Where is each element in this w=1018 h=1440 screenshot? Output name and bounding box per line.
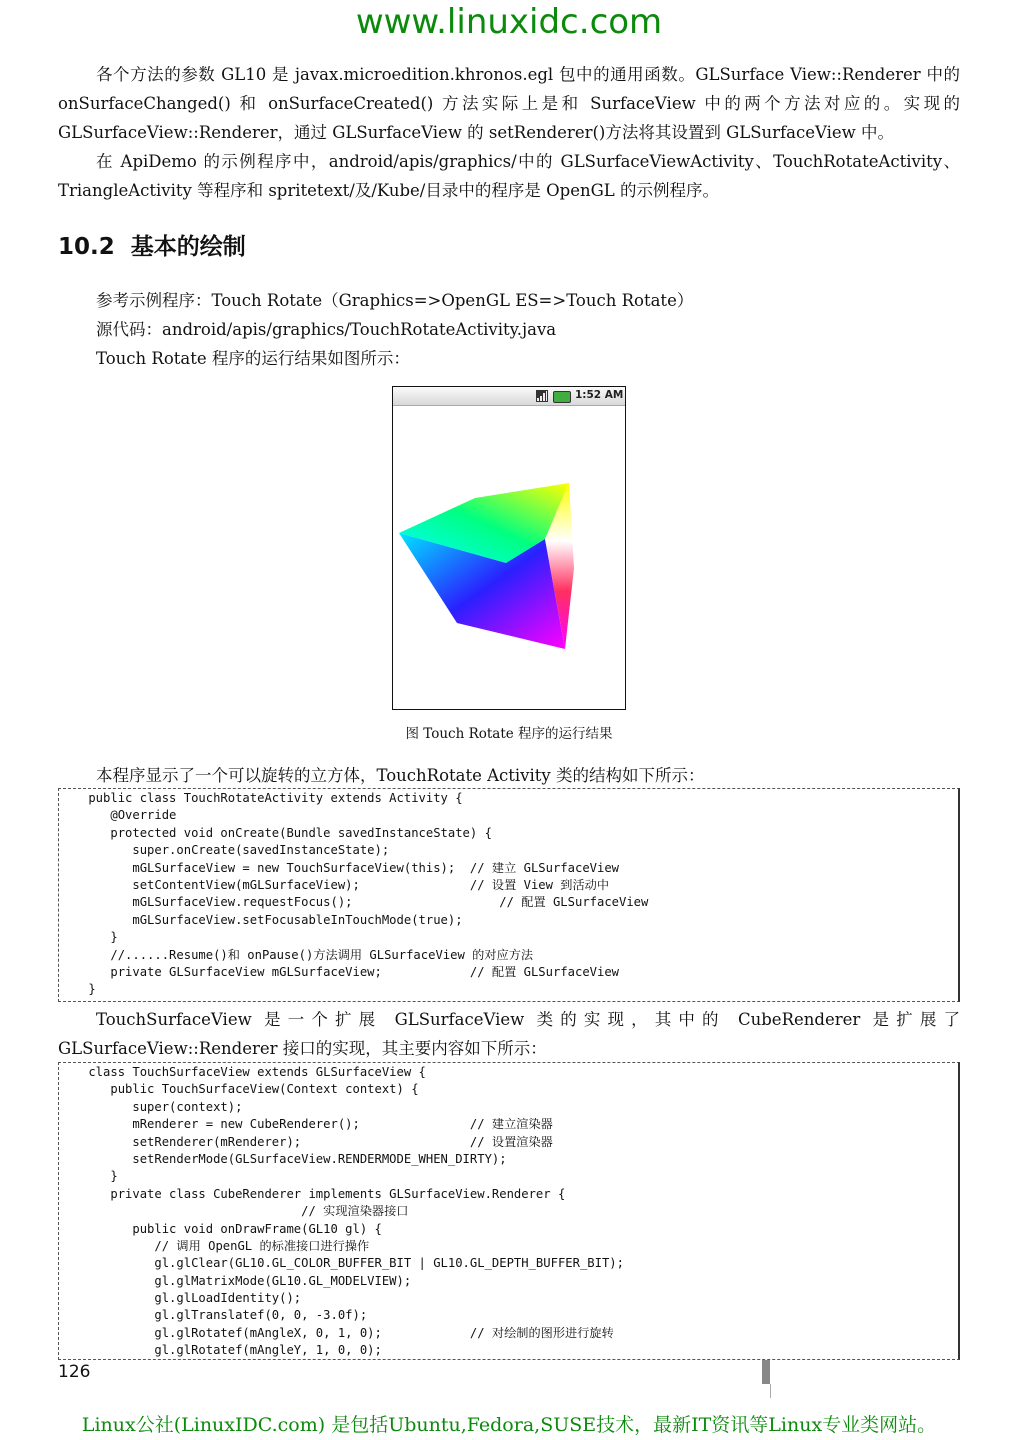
code-line: mGLSurfaceView.setFocusableInTouchMode(true); <box>59 912 463 927</box>
status-bar <box>393 387 625 406</box>
site-header-url[interactable]: www.linuxidc.com <box>355 2 663 42</box>
code-line: //......Resume()和 onPause()方法调用 GLSurfaceView 的对应方法 <box>59 947 534 962</box>
code-line: gl.glRotatef(mAngleX, 0, 1, 0); // 对绘制的图形进行旋转 <box>59 1325 614 1340</box>
code-line: gl.glMatrixMode(GL10.GL_MODELVIEW); <box>59 1273 412 1288</box>
code-line: mRenderer = new CubeRenderer(); // 建立渲染器 <box>59 1117 553 1132</box>
code-line: private class CubeRenderer implements GLSurfaceView.Renderer { <box>59 1186 566 1201</box>
paragraph-before-code-1 <box>58 761 960 790</box>
paragraph-between-code-text: TouchSurfaceView 是一个扩展 GLSurfaceView 类的实现，其中的 CubeRenderer 是扩展了 GLSurfaceView::Renderer 接口的实现，其主要内容如下所示： <box>58 1010 960 1058</box>
figure-caption: 图 Touch Rotate 程序的运行结果 <box>405 726 613 742</box>
code-line: class TouchSurfaceView extends GLSurfaceView { <box>59 1065 426 1079</box>
code-block-surface-view <box>58 1062 960 1360</box>
rotating-cube-graphic <box>393 387 625 709</box>
code-line: // 调用 OpenGL 的标准接口进行操作 <box>59 1238 370 1253</box>
intro-paragraph-2: 在 ApiDemo 的示例程序中，android/apis/graphics/中的 GLSurfaceViewActivity、TouchRotateActivity、TriangleActivity 等程序和 spritetext/及/Kube/目录中的程序是 OpenGL 的示例程序。 <box>58 152 960 200</box>
code-line: gl.glClear(GL10.GL_COLOR_BUFFER_BIT | GL10.GL_DEPTH_BUFFER_BIT); <box>59 1256 624 1271</box>
section-heading <box>58 228 246 261</box>
code-line: } <box>59 930 118 945</box>
code-line: mGLSurfaceView.requestFocus(); // 配置 GLSurfaceView <box>59 895 649 910</box>
code-line: public class TouchRotateActivity extends Activity { <box>59 791 463 805</box>
reference-source: 源代码：android/apis/graphics/TouchRotateActivity.java <box>96 320 557 339</box>
code-line: public TouchSurfaceView(Context context) { <box>59 1082 419 1097</box>
intro-text <box>58 60 960 205</box>
code-line: protected void onCreate(Bundle savedInstanceState) { <box>59 825 492 840</box>
signal-icon <box>536 390 548 402</box>
result-intro: Touch Rotate 程序的运行结果如图所示： <box>96 349 410 368</box>
phone-screenshot <box>392 386 626 710</box>
code-line: } <box>59 982 96 997</box>
code-block-activity <box>58 788 960 1002</box>
reference-example: 参考示例程序：Touch Rotate（Graphics=>OpenGL ES=>Touch Rotate） <box>96 291 694 310</box>
page-edge-line <box>770 1384 771 1398</box>
paragraph-before-code-1-text: 本程序显示了一个可以旋转的立方体，TouchRotate Activity 类的结构如下所示： <box>96 766 705 785</box>
paragraph-between-code <box>58 1005 960 1063</box>
battery-icon <box>553 391 571 403</box>
code-line: // 实现渲染器接口 <box>59 1204 409 1219</box>
page-number: 126 <box>58 1362 91 1382</box>
section-title: 基本的绘制 <box>130 234 246 260</box>
status-clock: 1:52 AM <box>575 389 624 401</box>
code-line: mGLSurfaceView = new TouchSurfaceView(this); // 建立 GLSurfaceView <box>59 860 620 875</box>
code-line: super(context); <box>59 1099 243 1114</box>
page-edge-marker <box>762 1360 770 1384</box>
intro-paragraph-1: 各个方法的参数 GL10 是 javax.microedition.khronos.egl 包中的通用函数。GLSurface View::Renderer 中的 onSurfaceChanged() 和 onSurfaceCreated() 方法实际上是和 SurfaceView 中的两个方法对应的。实现的 GLSurfaceView::Renderer，通过 GLSurfaceView 的 setRenderer()方法将其设置到 GLSurfaceView 中。 <box>58 65 960 142</box>
footer-text[interactable]: Linux公社(LinuxIDC.com) 是包括Ubuntu,Fedora,SUSE技术，最新IT资讯等Linux专业类网站。 <box>81 1414 937 1436</box>
code-line: @Override <box>59 808 177 823</box>
code-line: private GLSurfaceView mGLSurfaceView; // 配置 GLSurfaceView <box>59 964 620 979</box>
code-line: super.onCreate(savedInstanceState); <box>59 843 390 858</box>
code-line: setRenderMode(GLSurfaceView.RENDERMODE_WHEN_DIRTY); <box>59 1151 507 1166</box>
reference-lines <box>58 286 960 373</box>
code-line: setRenderer(mRenderer); // 设置渲染器 <box>59 1134 553 1149</box>
code-line: gl.glTranslatef(0, 0, -3.0f); <box>59 1308 368 1323</box>
code-line: gl.glRotatef(mAngleY, 1, 0, 0); <box>59 1343 382 1358</box>
code-line: setContentView(mGLSurfaceView); // 设置 View 到活动中 <box>59 877 610 892</box>
code-line: gl.glLoadIdentity(); <box>59 1291 302 1306</box>
code-line: public void onDrawFrame(GL10 gl) { <box>59 1221 382 1236</box>
section-number: 10.2 <box>58 234 115 260</box>
code-line: } <box>59 1169 118 1184</box>
